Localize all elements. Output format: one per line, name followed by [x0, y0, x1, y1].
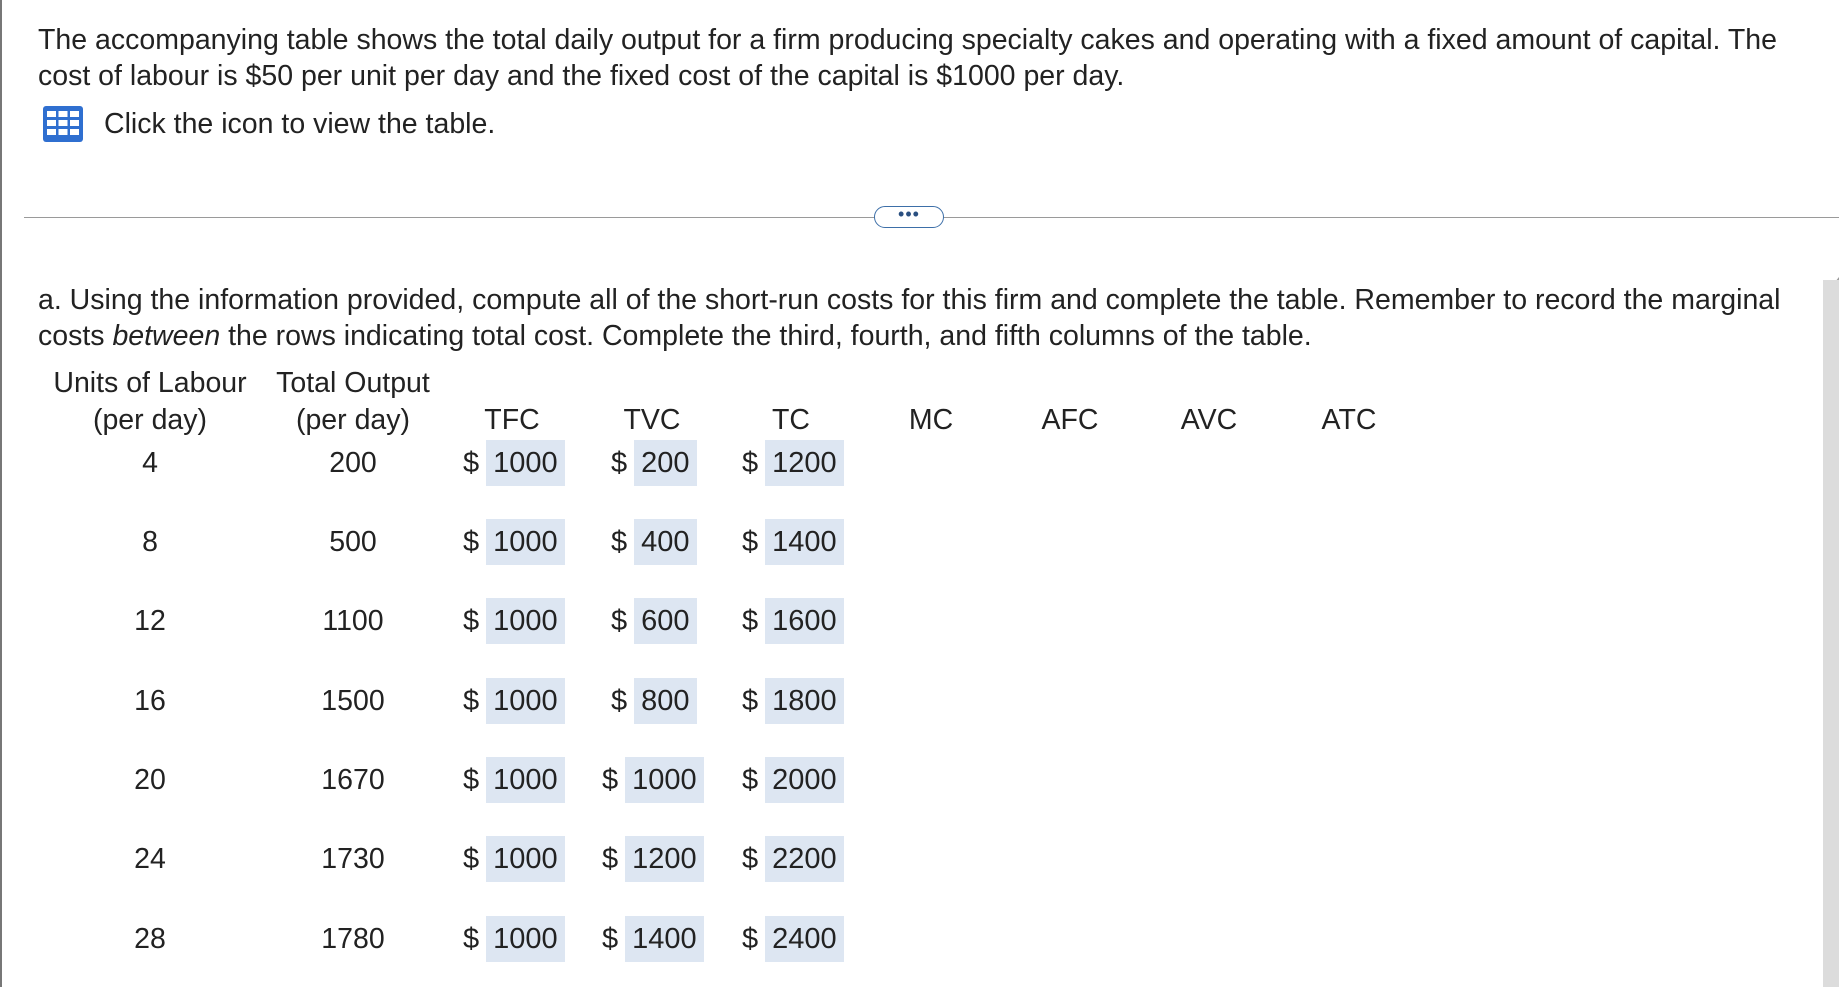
header-labour-line1: Units of Labour [53, 367, 247, 399]
tvc-field[interactable]: 600 [634, 598, 696, 644]
cell-labour: 20 [134, 764, 166, 796]
header-atc: ATC [1321, 404, 1377, 436]
cell-tfc: $ 1000 [463, 598, 565, 644]
cell-tvc: $ 400 [611, 519, 697, 565]
cell-labour: 24 [134, 843, 166, 875]
expand-more-button[interactable]: ••• [874, 206, 944, 228]
cell-tc: $ 1200 [742, 440, 844, 486]
problem-statement [38, 22, 1828, 94]
tvc-field[interactable]: 200 [634, 440, 696, 486]
cell-tc: $ 1400 [742, 519, 844, 565]
question-text-end: the rows indicating total cost. Complete the third, fourth, and fifth columns of the table. [220, 320, 1312, 352]
cell-tvc: $ 600 [611, 598, 697, 644]
view-table-link[interactable] [42, 104, 495, 144]
tc-field[interactable]: 2400 [765, 916, 844, 962]
cell-tc: $ 1800 [742, 678, 844, 724]
cell-tfc: $ 1000 [463, 916, 565, 962]
cell-tfc: $ 1000 [463, 757, 565, 803]
tvc-field[interactable]: 1000 [625, 757, 704, 803]
tfc-field[interactable]: 1000 [486, 678, 565, 724]
tfc-field[interactable]: 1000 [486, 836, 565, 882]
cell-tc: $ 2000 [742, 757, 844, 803]
cell-tvc: $ 1200 [602, 836, 704, 882]
cell-tc: $ 1600 [742, 598, 844, 644]
tvc-field[interactable]: 400 [634, 519, 696, 565]
cell-tfc: $ 1000 [463, 836, 565, 882]
question-text-start: a. Using the information provided, compute all of the short-run costs for this firm and complete the table. Remember to record the marginal costs [38, 284, 1781, 352]
cell-tfc: $ 1000 [463, 519, 565, 565]
tfc-field[interactable]: 1000 [486, 757, 565, 803]
problem-text: The accompanying table shows the total daily output for a firm producing specialty cakes and operating with a fixed amount of capital. The cost of labour is $50 per unit per day and the fixed cost of the capital is $1000 per day. [38, 24, 1777, 92]
view-table-text: Click the icon to view the table. [104, 107, 496, 140]
table-grid-icon[interactable] [42, 105, 84, 143]
header-labour-line2: (per day) [92, 404, 208, 436]
cell-output: 200 [329, 447, 377, 479]
scrollbar[interactable] [1823, 280, 1839, 987]
window-left-border [0, 0, 2, 987]
header-mc: MC [908, 404, 954, 436]
header-avc: AVC [1180, 404, 1238, 436]
cell-tvc: $ 1400 [602, 916, 704, 962]
tc-field[interactable]: 1400 [765, 519, 844, 565]
cell-labour: 4 [142, 447, 158, 479]
tc-field[interactable]: 2200 [765, 836, 844, 882]
cell-tc: $ 2400 [742, 916, 844, 962]
cell-output: 1780 [321, 923, 385, 955]
cell-output: 1500 [321, 685, 385, 717]
question-prompt [38, 282, 1798, 354]
tfc-field[interactable]: 1000 [486, 519, 565, 565]
cell-tfc: $ 1000 [463, 678, 565, 724]
header-tvc: TVC [623, 404, 681, 436]
cell-labour: 16 [134, 685, 166, 717]
cell-labour: 28 [134, 923, 166, 955]
tvc-field[interactable]: 800 [634, 678, 696, 724]
header-tc: TC [772, 404, 810, 436]
tc-field[interactable]: 1200 [765, 440, 844, 486]
cell-tfc: $ 1000 [463, 440, 565, 486]
tc-field[interactable]: 1600 [765, 598, 844, 644]
header-output-line2: (per day) [295, 404, 411, 436]
cell-output: 1730 [321, 843, 385, 875]
cell-tvc: $ 1000 [602, 757, 704, 803]
tc-field[interactable]: 1800 [765, 678, 844, 724]
tfc-field[interactable]: 1000 [486, 440, 565, 486]
header-output-line1: Total Output [276, 367, 430, 399]
cell-tvc: $ 200 [611, 440, 697, 486]
cell-labour: 8 [142, 526, 158, 558]
cell-output: 500 [329, 526, 377, 558]
header-afc: AFC [1041, 404, 1099, 436]
question-text-emphasis: between [112, 320, 221, 352]
tvc-field[interactable]: 1200 [625, 836, 704, 882]
tvc-field[interactable]: 1400 [625, 916, 704, 962]
cell-labour: 12 [134, 605, 166, 637]
cell-tvc: $ 800 [611, 678, 697, 724]
cell-tc: $ 2200 [742, 836, 844, 882]
tfc-field[interactable]: 1000 [486, 598, 565, 644]
cell-output: 1670 [321, 764, 385, 796]
tc-field[interactable]: 2000 [765, 757, 844, 803]
cell-output: 1100 [322, 605, 384, 637]
header-tfc: TFC [484, 404, 540, 436]
tfc-field[interactable]: 1000 [486, 916, 565, 962]
